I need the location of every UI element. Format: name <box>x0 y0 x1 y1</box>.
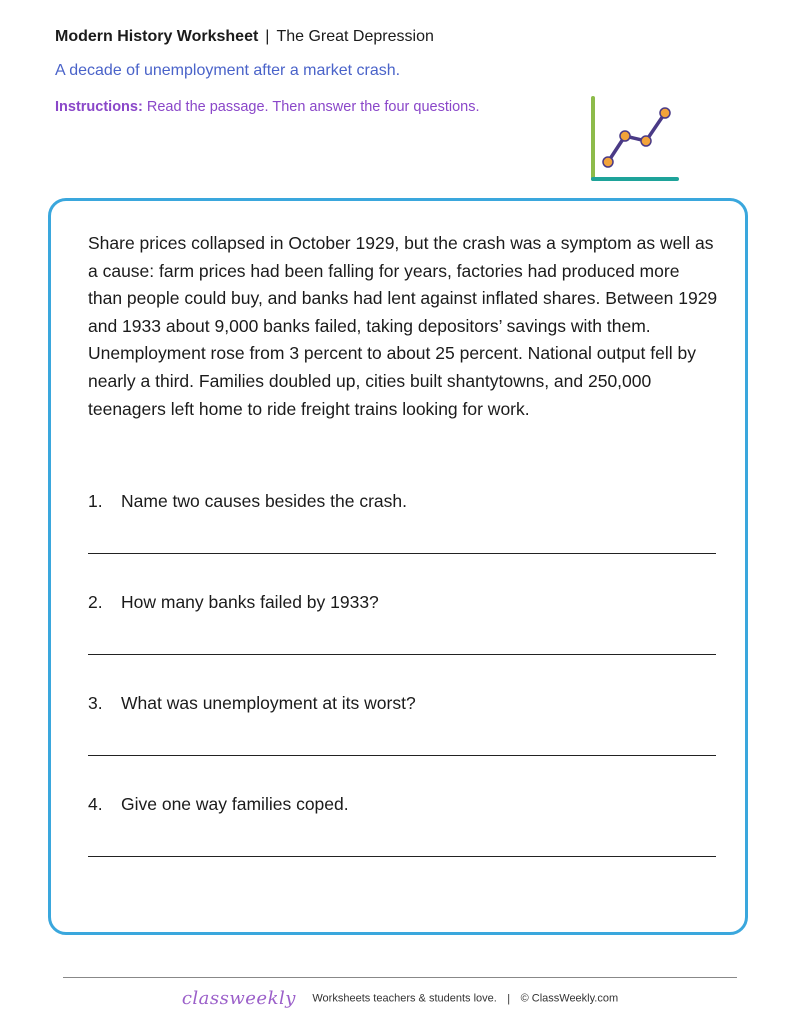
question-1 <box>88 490 716 560</box>
reading-passage: Share prices collapsed in October 1929, but the crash was a symptom as well as a cause: farm prices had been falling for years, factories had produced more than people could buy, and banks had lent against inflated shares. Between 1929 and 1933 about 9,000 banks failed, taking depositors’ savings with them. Unemployment rose from 3 percent to about 25 percent. National output fell by nearly a third. Families doubled up, cities built shantytowns, and 250,000 teenagers left home to ride freight trains looking for work. <box>88 233 718 419</box>
chart-icon-point <box>603 157 613 167</box>
question-text: What was unemployment at its worst? <box>121 693 416 713</box>
question-2 <box>88 591 716 661</box>
chart-icon-point <box>641 136 651 146</box>
question-number: 3. <box>88 693 103 713</box>
answer-line[interactable] <box>88 755 716 756</box>
worksheet-subject: Modern History Worksheet <box>55 28 259 45</box>
worksheet-title <box>55 27 434 47</box>
footer-separator: | <box>507 992 511 1005</box>
worksheet-card <box>48 198 748 935</box>
answer-line[interactable] <box>88 553 716 554</box>
question-4 <box>88 793 716 863</box>
worksheet-subtitle: A decade of unemployment after a market crash. <box>55 62 401 79</box>
brand-logo: classweekly <box>181 988 296 1009</box>
question-number: 1. <box>88 491 103 511</box>
question-text: Give one way families coped. <box>121 794 349 814</box>
instructions-text: Read the passage. Then answer the four questions. <box>146 99 480 115</box>
title-separator: | <box>265 28 270 45</box>
question-text: How many banks failed by 1933? <box>121 592 379 612</box>
instructions <box>55 98 480 116</box>
line-chart-icon <box>584 90 686 186</box>
worksheet-topic: The Great Depression <box>276 28 434 45</box>
answer-line[interactable] <box>88 654 716 655</box>
instructions-lead: Instructions: <box>55 99 143 115</box>
question-text: Name two causes besides the crash. <box>121 491 407 511</box>
chart-icon-line <box>608 113 665 162</box>
chart-icon-point <box>660 108 670 118</box>
footer-copyright: © ClassWeekly.com <box>520 992 619 1005</box>
footer-divider <box>63 977 737 978</box>
question-number: 4. <box>88 794 103 814</box>
chart-icon-point <box>620 131 630 141</box>
footer <box>0 988 800 1009</box>
question-3 <box>88 692 716 762</box>
footer-tagline: Worksheets teachers & students love. <box>312 992 497 1005</box>
answer-line[interactable] <box>88 856 716 857</box>
question-number: 2. <box>88 592 103 612</box>
